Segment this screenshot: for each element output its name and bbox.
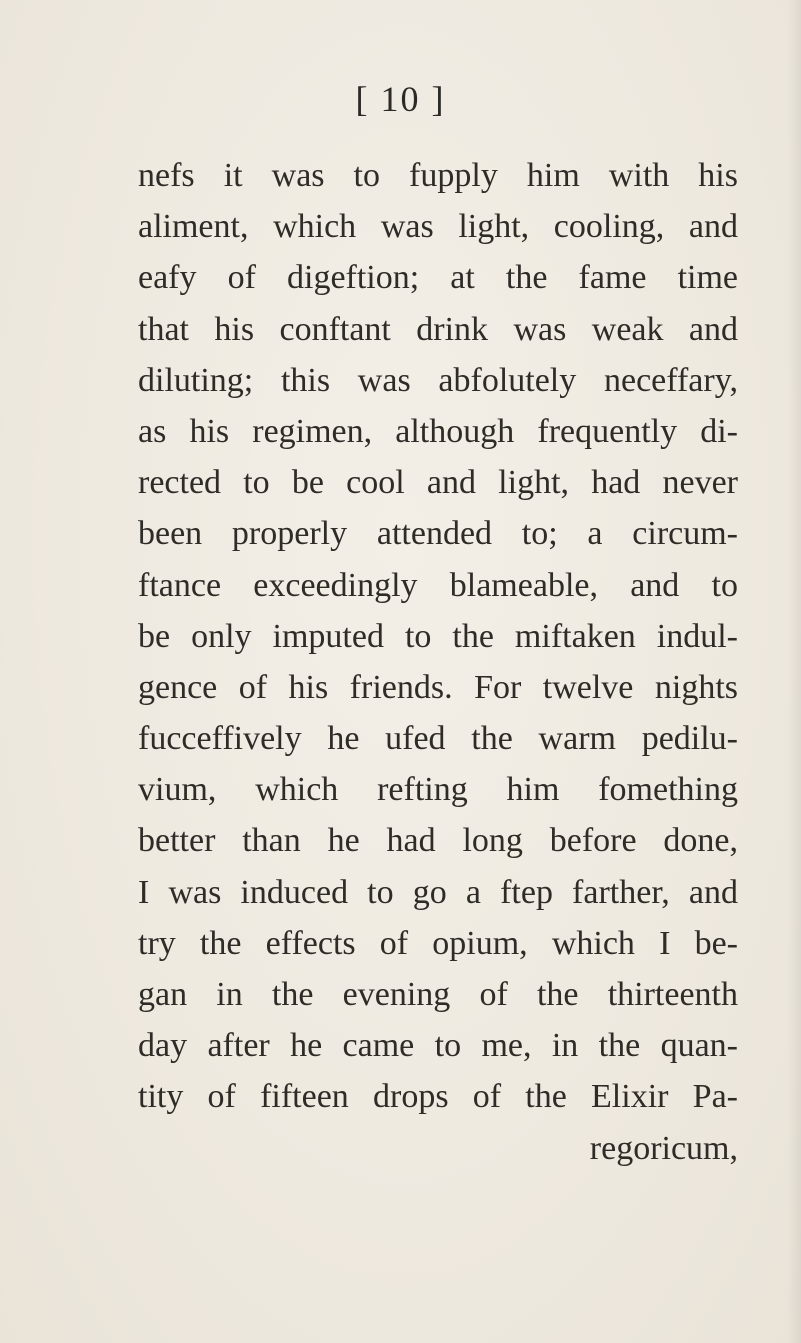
catchword-line: regoricum,: [589, 1129, 738, 1167]
text-line: try the effects of opium, which I be-: [138, 924, 738, 962]
page-number-header: [ 10 ]: [355, 79, 446, 119]
text-line: fucceffively he ufed the warm pedilu-: [138, 720, 738, 758]
text-line: ftance exceedingly blameable, and to: [138, 566, 738, 604]
text-line: gence of his friends. For twelve nights: [138, 668, 738, 706]
text-line: been properly attended to; a circum-: [138, 515, 738, 553]
text-line: nefs it was to fupply him with his: [138, 157, 738, 194]
text-line: be only imputed to the miftaken indul-: [138, 617, 738, 655]
text-line: eafy of digeftion; at the fame time: [138, 259, 738, 297]
body-text: [138, 150, 738, 1174]
text-line: day after he came to me, in the quan-: [138, 1027, 738, 1065]
text-line: aliment, which was light, cooling, and: [138, 208, 738, 246]
text-line: I was induced to go a ftep farther, and: [138, 873, 738, 911]
text-line: gan in the evening of the thirteenth: [138, 976, 738, 1013]
text-line: tity of fifteen drops of the Elixir Pa-: [138, 1078, 738, 1116]
page-edge-shadow: [787, 0, 801, 1343]
text-line: rected to be cool and light, had never: [138, 464, 738, 502]
text-line: as his regimen, although frequently di-: [138, 412, 738, 450]
text-line: vium, which refting him fomething: [138, 771, 738, 809]
text-line: better than he had long before done,: [138, 822, 738, 860]
text-line: that his conftant drink was weak and: [138, 310, 738, 348]
text-line: diluting; this was abfolutely neceffary,: [138, 361, 738, 399]
